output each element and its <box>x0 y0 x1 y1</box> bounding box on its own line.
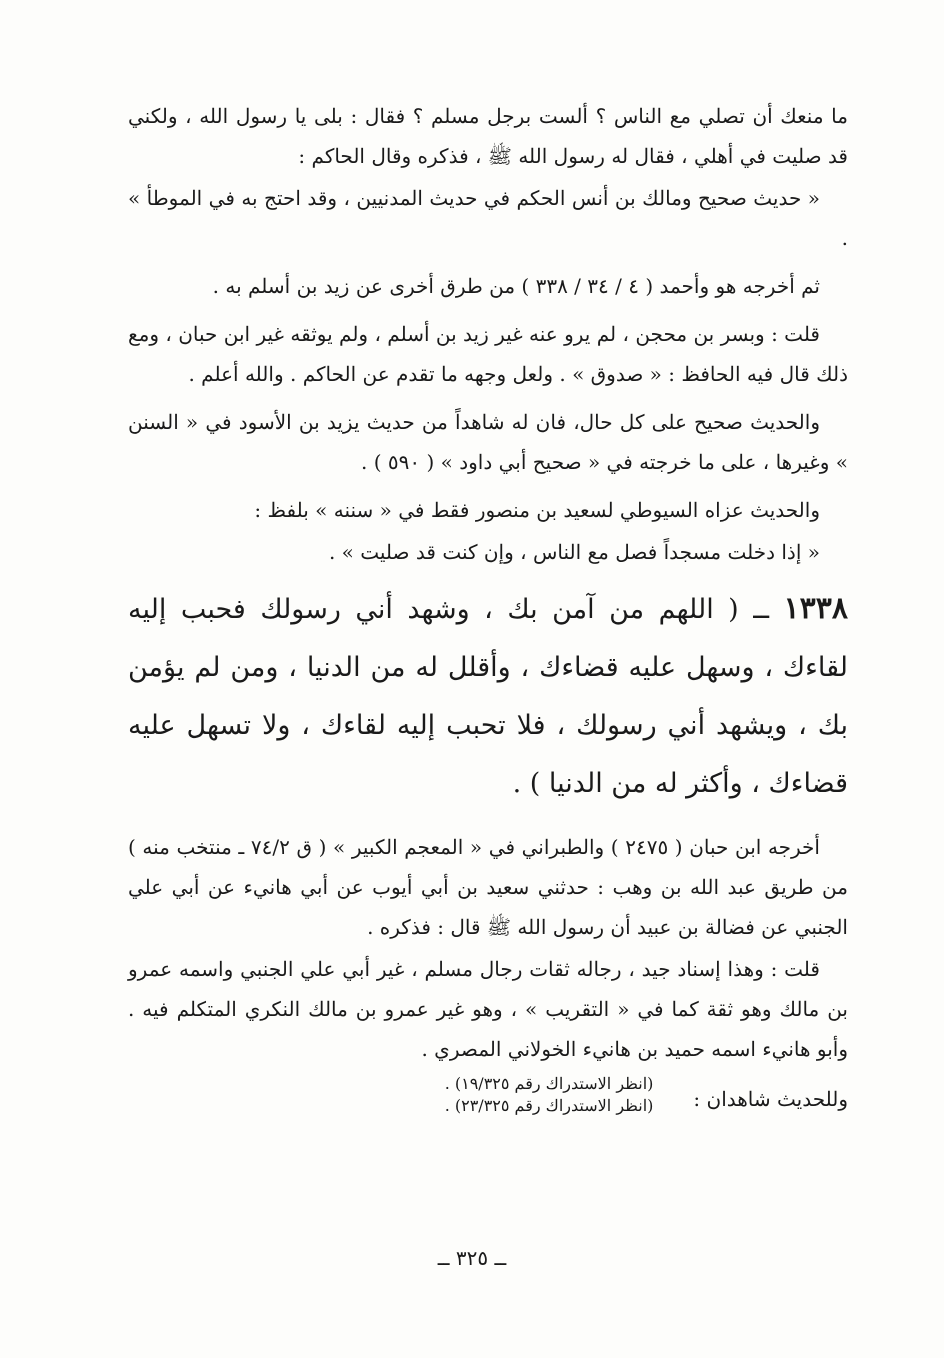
paragraph-6: والحديث عزاه السيوطي لسعيد بن منصور فقط في « سننه » بلفظ : <box>254 498 820 522</box>
hadith-dash: ــ <box>753 594 770 625</box>
hadith-block <box>128 580 848 813</box>
footer-row <box>128 1073 848 1119</box>
reference-1: (انظر الاستدراك رقم ١٩/٣٢٥) . <box>444 1074 654 1093</box>
paragraph-5: والحديث صحيح على كل حال، فان له شاهداً من حديث يزيد بن الأسود في « السنن » وغيرها ، على ما خرجته في « صحيح أبي داود » ( ٥٩٠ ) . <box>128 410 848 474</box>
paragraph-3: ثم أخرجه هو وأحمد ( ٤ / ٣٤ / ٣٣٨ ) من طرق أخرى عن زيد بن أسلم به . <box>212 274 820 298</box>
hadith-number: ١٣٣٨ <box>783 591 848 626</box>
hadith-text: ( اللهم من آمن بك ، وشهد أني رسولك فحبب إليه لقاءك ، وسهل عليه قضاءك ، وأقلل له من الدنيا ، ومن لم يؤمن بك ، ويشهد أني رسولك ، فلا تحبب إليه لقاءك ، ولا تسهل عليه قضاءك ، وأكثر له من الدنيا ) . <box>128 594 848 799</box>
paragraph-2: « حديث صحيح ومالك بن أنس الحكم في حديث المدنيين ، وقد احتج به في الموطأ » . <box>128 186 848 250</box>
paragraph-7: « إذا دخلت مسجداً فصل مع الناس ، وإن كنت قد صليت » . <box>328 540 820 564</box>
footer-references <box>445 1073 654 1117</box>
page-number: ــ ٣٢٥ ــ <box>437 1246 507 1270</box>
paragraph-comment: قلت : وهذا إسناد جيد ، رجاله ثقات رجال مسلم ، غير أبي علي الجنبي واسمه عمرو بن مالك وهو ثقة كما في « التقريب » ، وهو غير عمرو بن مالك النكري المتكلم فيه . وأبو هانيء اسمه حميد بن هانيء الخولاني المصري . <box>128 957 848 1061</box>
reference-2: (انظر الاستدراك رقم ٢٣/٣٢٥) . <box>444 1096 654 1115</box>
paragraph-1: ما منعك أن تصلي مع الناس ؟ ألست برجل مسلم ؟ فقال : بلى يا رسول الله ، ولكني قد صليت في أهلي ، فقال له رسول الله ﷺ ، فذكره وقال الحاكم : <box>128 104 848 168</box>
footer-main-text: وللحديث شاهدان : <box>693 1087 848 1111</box>
paragraph-takhrij: أخرجه ابن حبان ( ٢٤٧٥ ) والطبراني في « المعجم الكبير » ( ق ٧٤/٢ ـ منتخب منه ) من طريق عبد الله بن وهب : حدثني سعيد بن أبي أيوب عن أبي هانيء عن أبي علي الجنبي عن فضالة بن عبيد أن رسول الله ﷺ قال : فذكره . <box>128 835 848 939</box>
paragraph-4: قلت : وبسر بن محجن ، لم يرو عنه غير زيد بن أسلم ، ولم يوثقه غير ابن حبان ، ومع ذلك قال فيه الحافظ : « صدوق » . ولعل وجهه ما تقدم عن الحاكم . والله أعلم . <box>128 322 848 386</box>
